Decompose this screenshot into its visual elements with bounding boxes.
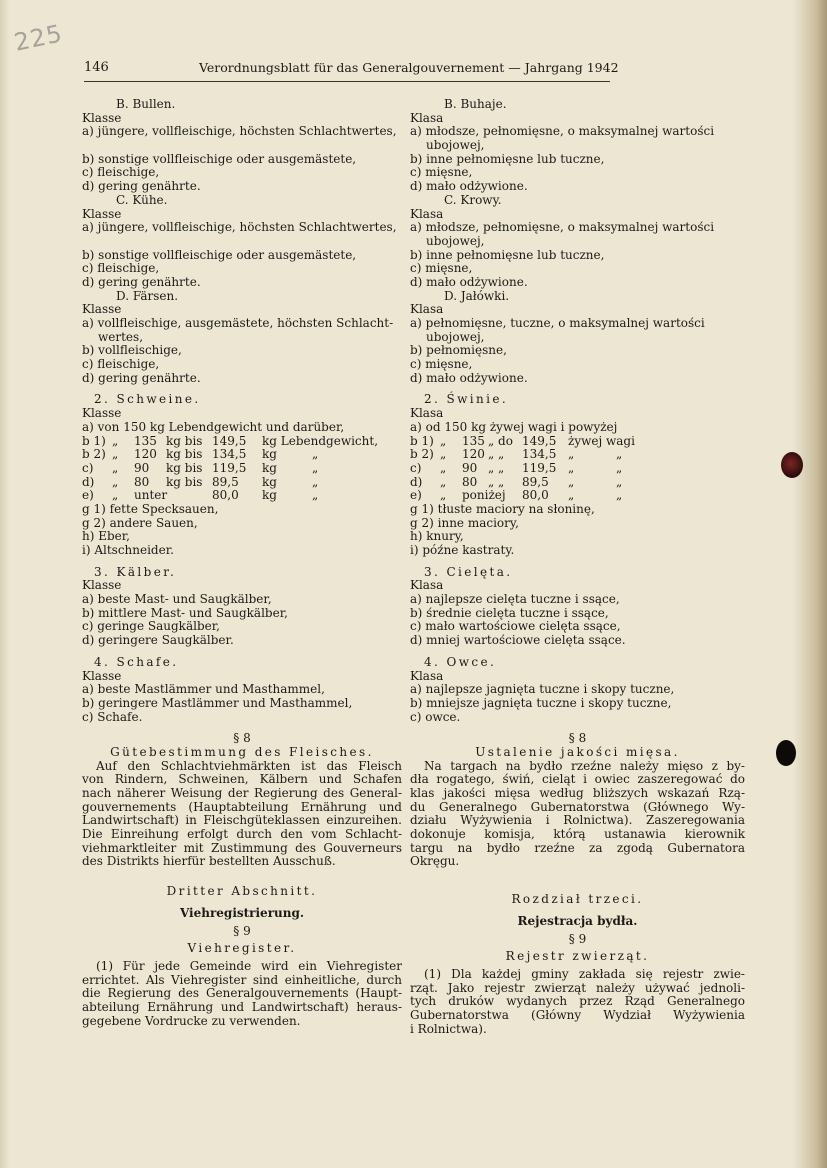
section-heading: 4. Schafe. <box>94 654 179 669</box>
table-cell: „ <box>112 433 119 448</box>
table-cell: 149,5 <box>212 433 247 448</box>
paragraph-body <box>82 960 402 1028</box>
table-cell: „ „ <box>488 460 505 475</box>
list-item: a) jüngere, vollfleischige, höchsten Schlachtwertes, <box>82 124 397 139</box>
table-cell: unter <box>134 488 168 503</box>
table-cell: „ <box>568 488 575 503</box>
chapter-heading: Rozdział trzeci. <box>511 892 644 907</box>
klasse-label: Klasse <box>82 206 122 221</box>
table-cell: 90 <box>134 460 150 475</box>
paragraph-line: nach näherer Weisung der Regierung des General- <box>82 786 402 800</box>
list-item: d) gering genährte. <box>82 370 201 385</box>
paragraph-line: (1) Für jede Gemeinde wird ein Viehregister <box>96 958 402 973</box>
paragraph-body <box>82 760 402 870</box>
table-cell: kg <box>262 460 277 475</box>
paragraph-title: Viehregister. <box>187 941 297 956</box>
table-cell: kg <box>262 488 277 503</box>
list-item: c) owce. <box>410 709 461 724</box>
paragraph-line: gouvernements (Hauptabteilung Ernährung und <box>82 799 402 814</box>
table-cell: 119,5 <box>522 460 557 475</box>
list-item: g 2) andere Sauen, <box>82 515 198 530</box>
list-item: d) mniej wartościowe cielęta ssące. <box>410 633 626 648</box>
table-row <box>410 448 745 462</box>
table-cell: kg bis <box>166 474 203 489</box>
table-cell: „ do <box>488 433 513 448</box>
table-cell: 135 <box>134 433 157 448</box>
list-item: a) vollfleischige, ausgemästete, höchsten Schlacht- <box>82 316 394 330</box>
table-cell: „ <box>440 474 447 489</box>
section-heading: D. Färsen. <box>116 288 179 303</box>
table-cell: „ <box>616 460 623 475</box>
paragraph-line: klas jakości mięsa według bliższych wskazań Rzą- <box>410 786 745 800</box>
table-row <box>82 448 402 462</box>
list-item: d) gering genährte. <box>82 179 201 194</box>
blank-line <box>82 235 402 249</box>
paragraph-line: Okręgu. <box>410 854 460 869</box>
list-item: b) inne pełnomięsne lub tuczne, <box>410 151 605 166</box>
list-item: a) beste Mastlämmer und Masthammel, <box>82 682 325 697</box>
spacer <box>82 869 402 877</box>
header-rule <box>84 81 610 82</box>
table-cell: 134,5 <box>212 447 247 462</box>
section-heading: D. Jałówki. <box>444 288 510 303</box>
chapter-title: Viehregistrierung. <box>179 905 305 920</box>
paragraph-line: targu na bydło rzeźne za zgodą Gubernatora <box>410 840 745 855</box>
table-cell: „ „ <box>488 447 505 462</box>
list-item: a) von 150 kg Lebendgewicht und darüber, <box>82 419 345 434</box>
table-cell: c) <box>410 460 422 475</box>
table-row <box>410 435 745 449</box>
paragraph-sign: § 8 <box>568 731 587 746</box>
list-item: c) mięsne, <box>410 165 473 180</box>
paragraph-line: abteilung Ernährung und Landwirtschaft) heraus- <box>82 999 402 1014</box>
table-row <box>82 489 402 503</box>
paragraph-line: errichtet. Als Viehregister sind einheitliche, durch <box>82 972 402 987</box>
section-heading: 3. Cielęta. <box>424 564 513 579</box>
table-cell: „ <box>440 433 447 448</box>
list-item: h) knury, <box>410 529 464 544</box>
table-cell: „ <box>568 447 575 462</box>
table-cell: kg bis <box>166 460 203 475</box>
list-item: c) fleischige, <box>82 357 160 372</box>
klasa-label: Klasa <box>410 302 444 317</box>
list-item: a) młodsze, pełnomięsne, o maksymalnej wartości <box>410 220 715 235</box>
list-item-continuation: ubojowej, <box>426 329 485 344</box>
list-item: i) Altschneider. <box>82 543 174 557</box>
paragraph-line: Die Einreihung erfolgt durch den vom Schlacht- <box>82 827 402 842</box>
paragraph-line: Gubernatorstwa (Główny Wydział Wyżywienia <box>410 1007 745 1022</box>
table-cell: b 2) <box>410 447 434 462</box>
table-cell: 90 <box>462 460 478 475</box>
paragraph-line: von Rindern, Schweinen, Kälbern und Schafen <box>82 772 402 787</box>
punch-hole-lower <box>776 740 796 766</box>
list-item: b) mittlere Mast- und Saugkälber, <box>82 605 288 620</box>
paragraph-line: des Distrikts hierfür bestellten Ausschuß. <box>82 854 336 869</box>
spacer <box>410 877 745 885</box>
table-cell: 80,0 <box>212 488 239 503</box>
list-item: h) Eber, <box>82 529 130 544</box>
list-item: c) geringe Saugkälber, <box>82 619 220 634</box>
table-cell: kg bis <box>166 433 203 448</box>
table-cell: „ „ <box>488 474 505 489</box>
table-cell: „ <box>312 460 319 475</box>
table-cell: „ <box>616 447 623 462</box>
paragraph-line: gegebene Vordrucke zu verwenden. <box>82 1013 301 1028</box>
list-item: b) inne pełnomięsne lub tuczne, <box>410 247 605 262</box>
table-cell: b 2) <box>82 447 106 462</box>
table-cell: kg bis <box>166 447 203 462</box>
list-item: a) najlepsze jagnięta tuczne i skopy tuczne, <box>410 682 675 697</box>
paragraph-line: du Generalnego Gubernatorstwa (Głównego Wy- <box>410 799 745 814</box>
list-item: b) pełnomięsne, <box>410 343 507 358</box>
list-item: b) geringere Mastlämmer und Masthammel, <box>82 695 353 710</box>
list-item: b) mniejsze jagnięta tuczne i skopy tuczne, <box>410 695 672 710</box>
table-cell: d) <box>410 474 423 489</box>
table-cell: 135 <box>462 433 485 448</box>
list-item: b) sonstige vollfleischige oder ausgemästete, <box>82 247 357 262</box>
table-cell: „ <box>568 474 575 489</box>
table-cell: „ <box>616 474 623 489</box>
table-row <box>410 476 745 490</box>
page-edge-shadow-left <box>0 0 10 1168</box>
list-item-continuation: ubojowej, <box>426 233 485 248</box>
page-edge-shadow-right <box>793 0 827 1168</box>
table-cell: „ <box>568 460 575 475</box>
list-item: g 1) tłuste maciory na słoninę, <box>410 501 595 516</box>
section-heading: C. Kühe. <box>116 192 168 207</box>
table-row <box>82 435 402 449</box>
list-item: c) mięsne, <box>410 261 473 276</box>
list-item: a) beste Mast- und Saugkälber, <box>82 592 272 607</box>
table-cell: „ <box>112 447 119 462</box>
table-cell: d) <box>82 474 95 489</box>
list-item: g 1) fette Specksauen, <box>82 501 219 516</box>
table-cell: „ <box>440 488 447 503</box>
spacer <box>410 869 745 877</box>
table-cell: „ <box>440 460 447 475</box>
weight-table <box>410 435 745 503</box>
paragraph-body <box>410 760 745 870</box>
klasse-label: Klasse <box>82 110 122 125</box>
klasse-label: Klasse <box>82 578 122 593</box>
paragraph-line: die Regierung des Generalgouvernements (Haupt- <box>82 986 402 1001</box>
table-cell: żywej wagi <box>568 433 635 448</box>
table-cell: 89,5 <box>522 474 549 489</box>
table-cell: kg Lebendgewicht, <box>262 433 379 448</box>
klasa-label: Klasa <box>410 406 444 421</box>
paragraph-line: (1) Dla każdej gminy zakłada się rejestr zwie- <box>424 966 745 981</box>
table-cell: 80,0 <box>522 488 549 503</box>
table-cell: „ <box>312 488 319 503</box>
table-cell: „ <box>312 447 319 462</box>
table-cell: kg <box>262 474 277 489</box>
section-heading: B. Bullen. <box>116 97 176 111</box>
table-cell: b 1) <box>82 433 106 448</box>
table-row <box>410 462 745 476</box>
list-item: d) mało odżywione. <box>410 274 528 289</box>
section-heading: B. Buhaje. <box>444 97 507 111</box>
klasa-label: Klasa <box>410 668 444 683</box>
list-item: a) młodsze, pełnomięsne, o maksymalnej wartości <box>410 124 715 139</box>
table-cell: 119,5 <box>212 460 247 475</box>
table-row <box>410 489 745 503</box>
blank-line <box>82 139 402 153</box>
paragraph-line: Landwirtschaft) in Fleischgüteklassen einzureihen. <box>82 813 402 828</box>
paragraph-body <box>410 968 745 1036</box>
list-item: a) najlepsze cielęta tuczne i ssące, <box>410 592 620 607</box>
table-cell: 80 <box>462 474 478 489</box>
klasse-label: Klasse <box>82 406 122 421</box>
paragraph-sign: § 9 <box>568 931 587 946</box>
list-item: d) mało odżywione. <box>410 370 528 385</box>
list-item: b) vollfleischige, <box>82 343 182 358</box>
list-item: c) fleischige, <box>82 261 160 276</box>
list-item: d) mało odżywione. <box>410 179 528 194</box>
page-number: 146 <box>84 60 109 75</box>
table-cell: „ <box>112 474 119 489</box>
paragraph-line: i Rolnictwa). <box>410 1021 487 1036</box>
page-header <box>84 60 619 80</box>
table-cell: e) <box>410 488 422 503</box>
list-item: b) średnie cielęta tuczne i ssące, <box>410 605 609 620</box>
section-heading: 3. Kälber. <box>94 564 177 579</box>
list-item: c) fleischige, <box>82 165 160 180</box>
klasse-label: Klasse <box>82 668 122 683</box>
section-heading: 2. Świnie. <box>424 392 509 407</box>
polish-column <box>410 98 745 1036</box>
paragraph-title: Gütebestimmung des Fleisches. <box>110 744 374 759</box>
list-item-continuation: wertes, <box>98 329 144 344</box>
table-cell: 149,5 <box>522 433 557 448</box>
table-cell: kg <box>262 447 277 462</box>
section-heading: 4. Owce. <box>424 654 497 669</box>
running-title: Verordnungsblatt für das Generalgouvernement — Jahrgang 1942 <box>199 60 619 75</box>
list-item: i) późne kastraty. <box>410 543 515 557</box>
section-heading: 2. Schweine. <box>94 392 201 407</box>
paragraph-line: Auf den Schlachtviehmärkten ist das Fleisch <box>96 758 402 773</box>
table-cell: „ <box>112 460 119 475</box>
table-cell: 120 <box>462 447 485 462</box>
paragraph-title: Rejestr zwierząt. <box>505 949 650 964</box>
paragraph-line: tych druków wydanych przez Rząd Generalnego <box>410 994 745 1009</box>
klasa-label: Klasa <box>410 206 444 221</box>
list-item-continuation: ubojowej, <box>426 138 485 153</box>
table-cell: „ <box>616 488 623 503</box>
paragraph-line: viehmarktleiter mit Zustimmung des Gouverneurs <box>82 840 402 855</box>
list-item: b) sonstige vollfleischige oder ausgemästete, <box>82 151 357 166</box>
klasa-label: Klasa <box>410 110 444 125</box>
table-cell: „ <box>112 488 119 503</box>
table-cell: „ <box>312 474 319 489</box>
chapter-title: Rejestracja bydła. <box>517 913 638 928</box>
table-cell: 120 <box>134 447 157 462</box>
klasa-label: Klasa <box>410 578 444 593</box>
list-item: c) mało wartościowe cielęta ssące, <box>410 619 621 634</box>
table-cell: poniżej <box>462 488 506 503</box>
paragraph-title: Ustalenie jakości mięsa. <box>475 744 680 759</box>
section-heading: C. Krowy. <box>444 192 502 207</box>
german-column <box>82 98 402 1028</box>
paragraph-sign: § 9 <box>233 923 251 938</box>
list-item: d) geringere Saugkälber. <box>82 633 234 648</box>
table-row <box>82 476 402 490</box>
paragraph-line: Na targach na bydło rzeźne należy mięso z by- <box>424 758 745 773</box>
table-cell: 134,5 <box>522 447 557 462</box>
punch-hole-upper <box>781 452 803 478</box>
table-row <box>82 462 402 476</box>
list-item: c) Schafe. <box>82 709 143 724</box>
table-cell: b 1) <box>410 433 434 448</box>
list-item: c) mięsne, <box>410 357 473 372</box>
table-cell: c) <box>82 460 94 475</box>
paragraph-line: rząt. Jako rejestr zwierząt należy używać jednoli- <box>410 980 745 995</box>
chapter-heading: Dritter Abschnitt. <box>166 884 318 899</box>
list-item: g 2) inne maciory, <box>410 515 519 530</box>
paragraph-sign: § 8 <box>233 731 251 746</box>
table-cell: 80 <box>134 474 150 489</box>
paragraph-line: działu Wyżywienia i Rolnictwa). Zaszeregowania <box>410 813 745 828</box>
paragraph-line: dła rogatego, świń, cieląt i owiec zaszeregować do <box>410 772 745 787</box>
list-item: a) pełnomięsne, tuczne, o maksymalnej wartości <box>410 316 705 330</box>
pencil-annotation: 225 <box>11 19 66 57</box>
table-cell: e) <box>82 488 94 503</box>
table-cell: 89,5 <box>212 474 239 489</box>
paragraph-line: dokonuje komisja, którą ustanawia kierownik <box>410 827 745 842</box>
table-cell: „ <box>440 447 447 462</box>
weight-table <box>82 435 402 503</box>
list-item: a) od 150 kg żywej wagi i powyżej <box>410 419 618 434</box>
list-item: d) gering genährte. <box>82 274 201 289</box>
list-item: a) jüngere, vollfleischige, höchsten Schlachtwertes, <box>82 220 397 235</box>
klasse-label: Klasse <box>82 302 122 317</box>
